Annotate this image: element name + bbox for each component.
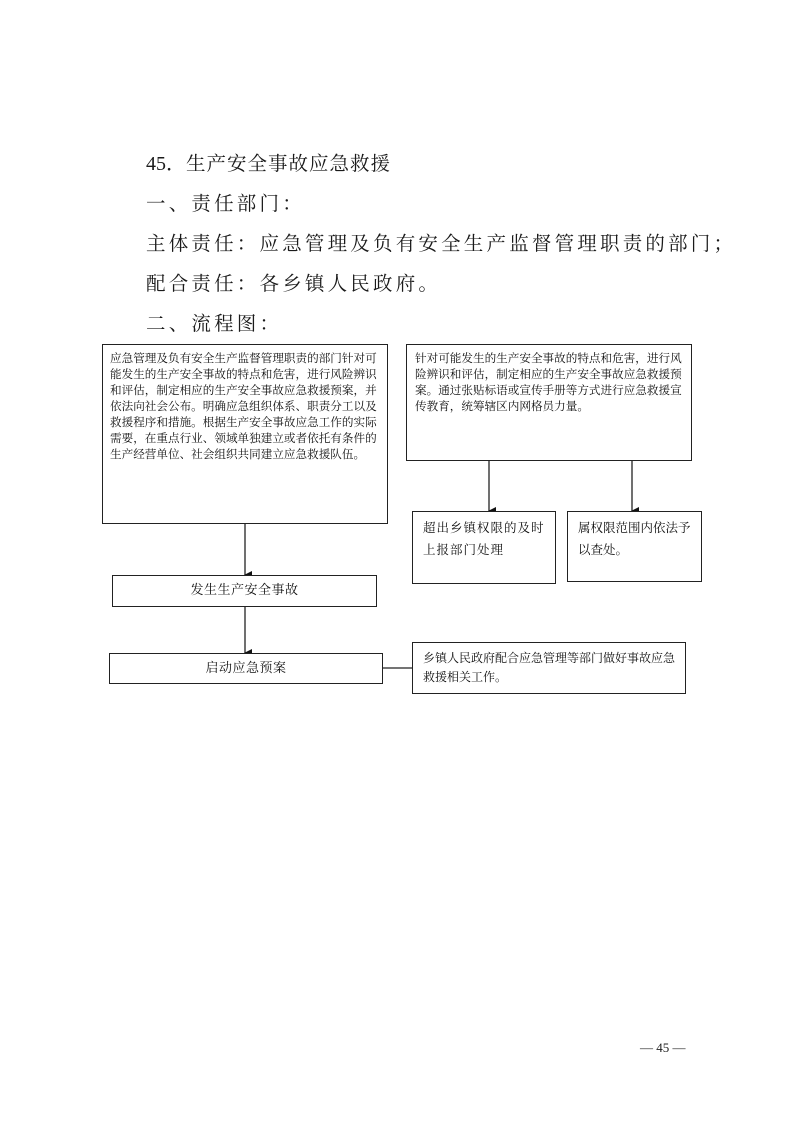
flow-box-text: 启动应急预案 bbox=[205, 660, 287, 676]
flow-box-text: 应急管理及负有安全生产监督管理职责的部门针对可能发生的生产安全事故的特点和危害，进行风险辨识和评估，制定相应的生产安全事故应急救援预案，并依法向社会公布。明确应急组织体系、职责分工以及救援程序和措施。根据生产安全事故应急工作的实际需要，在重点行业、领域单独建立或者依托有条件的生产经营单位、社会组织共同建立应急救援队伍。 bbox=[110, 351, 377, 461]
flow-box-activate-plan bbox=[109, 653, 383, 684]
page-number: — 45 — bbox=[640, 1040, 686, 1055]
section-number: 45． bbox=[146, 153, 186, 175]
flow-box-township-cooperation bbox=[412, 642, 686, 694]
flow-box-text: 发生生产安全事故 bbox=[190, 583, 299, 598]
section-title-text: 生产安全事故应急救援 bbox=[186, 152, 392, 175]
flow-box-handle-locally bbox=[567, 511, 702, 582]
flow-box-text: 针对可能发生的生产安全事故的特点和危害，进行风险辨识和评估，制定相应的生产安全事故应急救援预案。通过张贴标语或宣传手册等方式进行应急救援宣传教育，统筹辖区内网格员力量。 bbox=[415, 351, 682, 413]
responsibility-heading: 一、责任部门： bbox=[146, 192, 305, 215]
flow-box-text: 乡镇人民政府配合应急管理等部门做好事故应急救援相关工作。 bbox=[423, 651, 676, 684]
flow-box-report-upward bbox=[412, 511, 556, 584]
primary-responsibility: 主体责任：应急管理及负有安全生产监督管理职责的部门； bbox=[146, 232, 737, 255]
flow-box-text: 超出乡镇权限的及时上报部门处理 bbox=[423, 520, 545, 557]
flow-box-township-preparation bbox=[406, 344, 692, 461]
flowchart-heading: 二、流程图： bbox=[146, 312, 283, 335]
flow-box-text: 属权限范围内依法予以查处。 bbox=[578, 520, 691, 557]
flow-box-accident-occurs bbox=[112, 575, 377, 607]
cooperating-responsibility: 配合责任：各乡镇人民政府。 bbox=[146, 272, 442, 295]
flow-box-department-preparation bbox=[102, 344, 388, 524]
